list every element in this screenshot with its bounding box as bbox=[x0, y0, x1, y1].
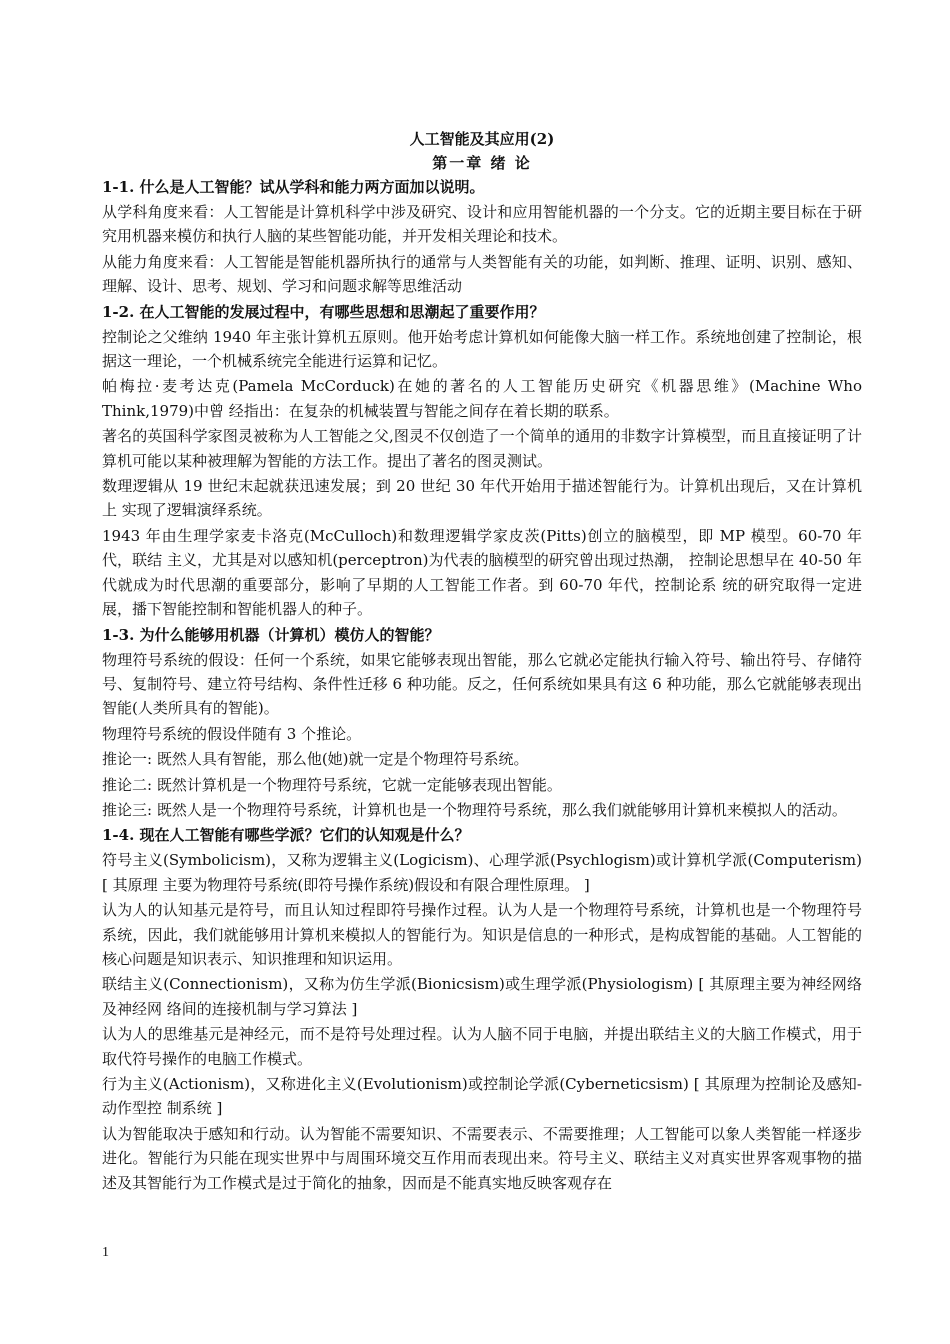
chapter-heading: 第一章 绪 论 bbox=[432, 154, 532, 172]
paragraph: 帕梅拉·麦考达克(Pamela McCorduck)在她的著名的人工智能历史研究《机器思维》(Machine Who Think,1979)中曾 经指出：在复杂的机械装置与智能之间存在着长期的联系。 bbox=[102, 377, 862, 420]
paragraph: 认为智能取决于感知和行动。认为智能不需要知识、不需要表示、不需要推理；人工智能可以象人类智能一样逐步进化。智能行为只能在现实世界中与周围环境交互作用而表现出来。符号主义、联结主义对真实世界客观事物的描 述及其智能行为工作模式是过于简化的抽象，因而是不能真实地反映客观存在 bbox=[102, 1124, 862, 1192]
question-heading: 1-2. 在人工智能的发展过程中，有哪些思想和思潮起了重要作用？ bbox=[102, 302, 545, 321]
question-heading: 1-1. 什么是人工智能？试从学科和能力两方面加以说明。 bbox=[102, 178, 485, 196]
document-page bbox=[102, 127, 862, 1196]
paragraph: 控制论之父维纳 1940 年主张计算机五原则。他开始考虑计算机如何能像大脑一样工作。系统地创建了控制论，根 据这一理论，一个机械系统完全能进行运算和记忆。 bbox=[102, 327, 862, 371]
paragraph: 认为人的认知基元是符号，而且认知过程即符号操作过程。认为人是一个物理符号系统，计算机也是一个物理符号 系统，因此，我们就能够用计算机来模拟人的智能行为。知识是信息的一种形式，是构成智能的基础。人工智能的 核心问题是知识表示、知识推理和知识运用。 bbox=[102, 901, 862, 968]
paragraph: 推论三: 既然人是一个物理符号系统，计算机也是一个物理符号系统，那么我们就能够用计算机来模拟人的活动。 bbox=[102, 800, 847, 819]
paragraph: 从能力角度来看：人工智能是智能机器所执行的通常与人类智能有关的功能，如判断、推理、证明、识别、感知、 理解、设计、思考、规划、学习和问题求解等思维活动 bbox=[102, 252, 862, 296]
paragraph: 推论一: 既然人具有智能，那么他(她)就一定是个物理符号系统。 bbox=[102, 750, 529, 769]
paragraph: 1943 年由生理学家麦卡洛克(McCulloch)和数理逻辑学家皮茨(Pitts)创立的脑模型，即 MP 模型。60-70 年代，联结 主义，尤其是对以感知机(perceptron)为代表的脑模型的研究曾出现过热潮， 控制论思想早在 40-50 年代就成为时代思潮的重要部分，影响了早期的人工智能工作者。到 60-70 年代，控制论系 统的研究取得一定进展，播下智能控制和智能机器人的种子。 bbox=[102, 526, 862, 619]
question-heading: 1-4. 现在人工智能有哪些学派？它们的认知观是什么？ bbox=[102, 826, 470, 845]
page-number: 1 bbox=[102, 1245, 109, 1260]
section-4 bbox=[102, 823, 862, 1195]
question-heading: 1-3. 为什么能够用机器（计算机）模仿人的智能？ bbox=[102, 625, 440, 644]
paragraph: 行为主义(Actionism)，又称进化主义(Evolutionism)或控制论学派(Cyberneticsism) [ 其原理为控制论及感知-动作型控 制系统 ] bbox=[102, 1075, 862, 1118]
section-3 bbox=[102, 623, 862, 823]
paragraph: 数理逻辑从 19 世纪末起就获迅速发展；到 20 世纪 30 年代开始用于描述智能行为。计算机出现后，又在计算机上 实现了逻辑演绎系统。 bbox=[102, 477, 862, 520]
paragraph: 符号主义(Symbolicism)，又称为逻辑主义(Logicism)、心理学派(Psychlogism)或计算机学派(Computerism) [ 其原理 主要为物理符号系统(即符号操作系统)假设和有限合理性原理。 ] bbox=[102, 851, 862, 894]
paragraph: 物理符号系统的假设：任何一个系统，如果它能够表现出智能，那么它就必定能执行输入符号、输出符号、存储符 号、复制符号、建立符号结构、条件性迁移 6 种功能。反之，任何系统如果具有这 6 种功能，那么它就能够表现出 智能(人类所具有的智能)。 bbox=[102, 650, 862, 718]
section-2 bbox=[102, 300, 862, 622]
paragraph: 物理符号系统的假设伴随有 3 个推论。 bbox=[102, 724, 362, 743]
section-1 bbox=[102, 175, 862, 299]
document-title: 人工智能及其应用(2) bbox=[409, 130, 555, 148]
paragraph: 推论二: 既然计算机是一个物理符号系统，它就一定能够表现出智能。 bbox=[102, 775, 562, 794]
paragraph: 联结主义(Connectionism)，又称为仿生学派(Bionicsism)或生理学派(Physiologism) [ 其原理主要为神经网络及神经网 络间的连接机制与学习算法 ] bbox=[102, 975, 862, 1018]
paragraph: 著名的英国科学家图灵被称为人工智能之父,图灵不仅创造了一个简单的通用的非数字计算模型，而且直接证明了计 算机可能以某种被理解为智能的方法工作。提出了著名的图灵测试。 bbox=[102, 427, 862, 470]
paragraph: 认为人的思维基元是神经元，而不是符号处理过程。认为人脑不同于电脑，并提出联结主义的大脑工作模式，用于 取代符号操作的电脑工作模式。 bbox=[102, 1025, 862, 1068]
paragraph: 从学科角度来看：人工智能是计算机科学中涉及研究、设计和应用智能机器的一个分支。它的近期主要目标在于研 究用机器来模仿和执行人脑的某些智能功能，并开发相关理论和技术。 bbox=[102, 203, 862, 246]
